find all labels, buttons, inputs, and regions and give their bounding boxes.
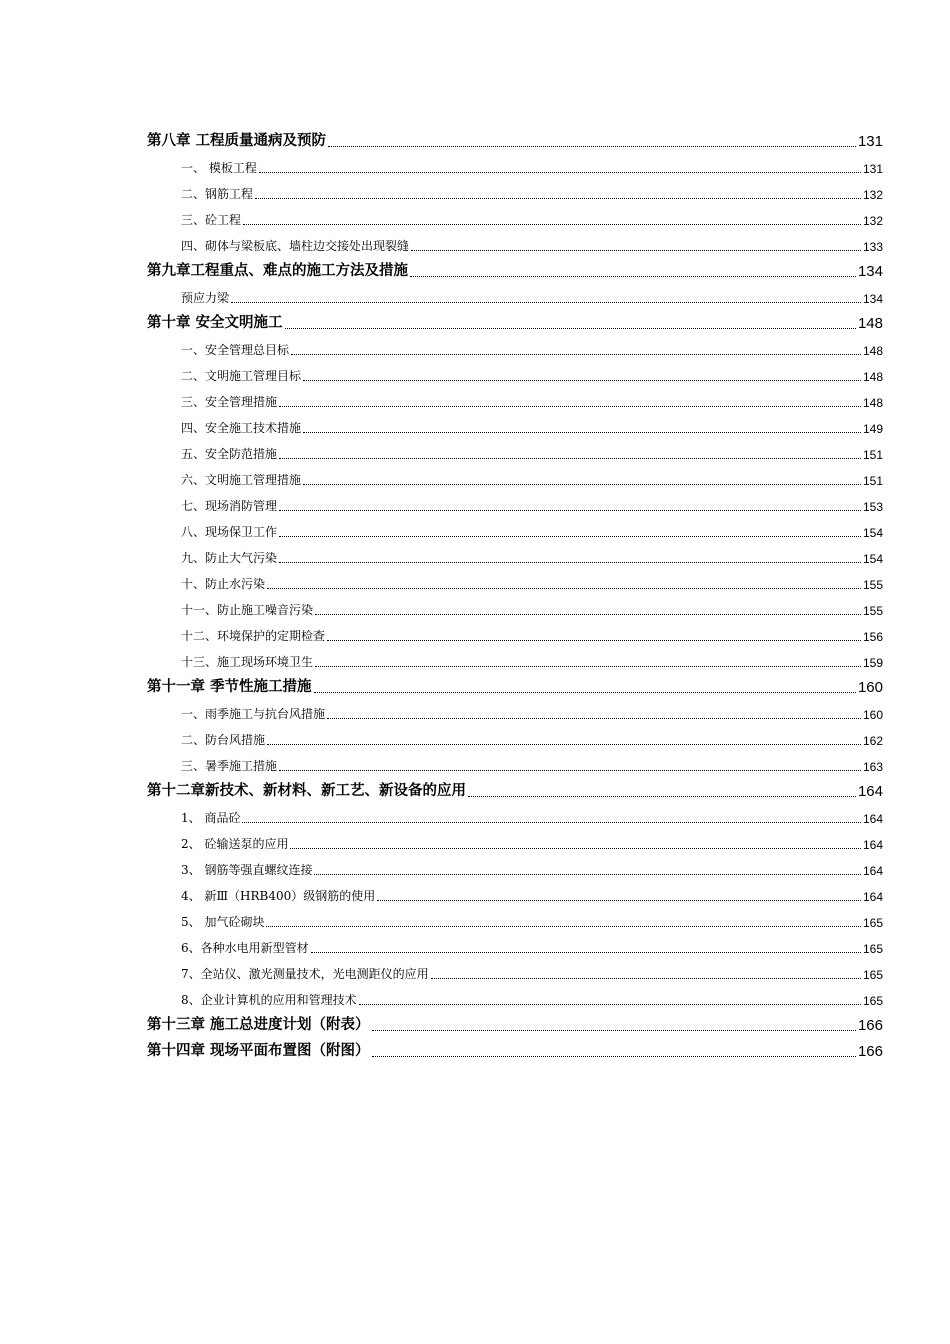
toc-page-number: 163 [862, 760, 883, 774]
toc-dot-leader [243, 224, 861, 225]
toc-page-number: 166 [857, 1043, 883, 1060]
toc-entry-title: 3、 钢筋等强直螺纹连接 [181, 863, 313, 877]
toc-page-number: 160 [857, 679, 883, 696]
toc-section-entry[interactable] [147, 959, 883, 985]
toc-entry-title: 5、 加气砼砌块 [181, 915, 265, 929]
toc-section-entry[interactable] [147, 881, 883, 907]
toc-entry-title: 十、防止水污染 [181, 577, 266, 591]
toc-section-entry[interactable] [147, 387, 883, 413]
toc-dot-leader [468, 796, 856, 797]
toc-dot-leader [267, 588, 861, 589]
toc-section-entry[interactable] [147, 621, 883, 647]
toc-chapter-entry[interactable] [147, 673, 883, 699]
toc-page-number: 164 [862, 890, 883, 904]
toc-section-entry[interactable] [147, 413, 883, 439]
toc-page-number: 160 [862, 708, 883, 722]
toc-page-number: 154 [862, 552, 883, 566]
toc-section-entry[interactable] [147, 283, 883, 309]
toc-page-number: 159 [862, 656, 883, 670]
toc-section-entry[interactable] [147, 699, 883, 725]
toc-dot-leader [255, 198, 861, 199]
toc-dot-leader [290, 848, 861, 849]
toc-page-number: 148 [862, 344, 883, 358]
toc-page-number: 164 [857, 783, 883, 800]
toc-page-number: 132 [862, 188, 883, 202]
toc-entry-title: 二、钢筋工程 [181, 187, 254, 201]
toc-entry-title: 七、现场消防管理 [181, 499, 278, 513]
toc-page-number: 164 [862, 838, 883, 852]
toc-dot-leader [377, 900, 861, 901]
toc-page-number: 164 [862, 864, 883, 878]
toc-entry-title: 4、 新Ⅲ（HRB400）级钢筋的使用 [181, 889, 376, 903]
toc-page-number: 151 [862, 474, 883, 488]
toc-page-number: 165 [862, 968, 883, 982]
toc-chapter-entry[interactable] [147, 1011, 883, 1037]
toc-section-entry[interactable] [147, 933, 883, 959]
toc-section-entry[interactable] [147, 335, 883, 361]
toc-section-entry[interactable] [147, 595, 883, 621]
toc-chapter-entry[interactable] [147, 777, 883, 803]
toc-entry-title: 五、安全防范措施 [181, 447, 278, 461]
toc-section-entry[interactable] [147, 439, 883, 465]
toc-page-number: 162 [862, 734, 883, 748]
toc-dot-leader [372, 1030, 856, 1031]
toc-dot-leader [267, 744, 861, 745]
toc-chapter-entry[interactable] [147, 309, 883, 335]
toc-dot-leader [314, 692, 856, 693]
toc-dot-leader [279, 562, 861, 563]
toc-page-number: 151 [862, 448, 883, 462]
toc-dot-leader [411, 250, 861, 251]
toc-page-number: 165 [862, 994, 883, 1008]
table-of-contents [147, 127, 883, 1063]
toc-section-entry[interactable] [147, 985, 883, 1011]
toc-entry-title: 四、安全施工技术措施 [181, 421, 302, 435]
toc-section-entry[interactable] [147, 153, 883, 179]
toc-chapter-entry[interactable] [147, 127, 883, 153]
toc-entry-title: 三、安全管理措施 [181, 395, 278, 409]
toc-section-entry[interactable] [147, 725, 883, 751]
toc-entry-title: 一、安全管理总目标 [181, 343, 290, 357]
toc-section-entry[interactable] [147, 231, 883, 257]
toc-section-entry[interactable] [147, 751, 883, 777]
toc-entry-title: 第十三章 施工总进度计划（附表） [147, 1017, 370, 1033]
toc-entry-title: 十二、环境保护的定期检查 [181, 629, 326, 643]
toc-entry-title: 2、 砼输送泵的应用 [181, 837, 289, 851]
toc-section-entry[interactable] [147, 569, 883, 595]
toc-entry-title: 十三、施工现场环境卫生 [181, 655, 314, 669]
toc-dot-leader [303, 484, 861, 485]
toc-page-number: 164 [862, 812, 883, 826]
toc-page-number: 131 [857, 133, 883, 150]
toc-page-number: 149 [862, 422, 883, 436]
toc-page-number: 153 [862, 500, 883, 514]
toc-section-entry[interactable] [147, 803, 883, 829]
toc-page-number: 165 [862, 942, 883, 956]
toc-entry-title: 一、雨季施工与抗台风措施 [181, 707, 326, 721]
toc-entry-title: 8、企业计算机的应用和管理技术 [181, 993, 357, 1007]
toc-dot-leader [359, 1004, 861, 1005]
toc-section-entry[interactable] [147, 855, 883, 881]
toc-dot-leader [303, 380, 861, 381]
toc-section-entry[interactable] [147, 543, 883, 569]
toc-section-entry[interactable] [147, 205, 883, 231]
toc-section-entry[interactable] [147, 517, 883, 543]
toc-dot-leader [311, 952, 861, 953]
toc-page-number: 156 [862, 630, 883, 644]
toc-entry-title: 第十章 安全文明施工 [147, 315, 283, 331]
toc-dot-leader [259, 172, 861, 173]
toc-dot-leader [279, 536, 861, 537]
toc-section-entry[interactable] [147, 829, 883, 855]
toc-entry-title: 九、防止大气污染 [181, 551, 278, 565]
toc-entry-title: 7、全站仪、激光测量技术，光电测距仪的应用 [181, 967, 429, 981]
toc-dot-leader [315, 666, 861, 667]
toc-page-number: 154 [862, 526, 883, 540]
toc-dot-leader [291, 354, 861, 355]
toc-entry-title: 预应力梁 [181, 291, 230, 305]
toc-entry-title: 第八章 工程质量通病及预防 [147, 133, 327, 149]
toc-section-entry[interactable] [147, 491, 883, 517]
toc-dot-leader [231, 302, 861, 303]
toc-entry-title: 第十四章 现场平面布置图（附图） [147, 1043, 370, 1059]
toc-entry-title: 第十一章 季节性施工措施 [147, 679, 312, 695]
toc-section-entry[interactable] [147, 179, 883, 205]
toc-section-entry[interactable] [147, 647, 883, 673]
toc-dot-leader [431, 978, 861, 979]
toc-page-number: 165 [862, 916, 883, 930]
toc-entry-title: 三、砼工程 [181, 213, 242, 227]
toc-entry-title: 六、文明施工管理措施 [181, 473, 302, 487]
toc-dot-leader [327, 718, 861, 719]
toc-page-number: 134 [862, 292, 883, 306]
toc-page-number: 166 [857, 1017, 883, 1034]
toc-page-number: 134 [857, 263, 883, 280]
toc-page-number: 155 [862, 604, 883, 618]
toc-entry-title: 二、文明施工管理目标 [181, 369, 302, 383]
toc-page-number: 148 [862, 370, 883, 384]
toc-dot-leader [372, 1056, 856, 1057]
toc-chapter-entry[interactable] [147, 1037, 883, 1063]
toc-dot-leader [327, 640, 861, 641]
toc-page-number: 131 [862, 162, 883, 176]
toc-dot-leader [242, 822, 861, 823]
toc-dot-leader [279, 510, 861, 511]
toc-entry-title: 一、 模板工程 [181, 161, 257, 175]
toc-page-number: 148 [862, 396, 883, 410]
toc-entry-title: 6、各种水电用新型管材 [181, 941, 309, 955]
toc-section-entry[interactable] [147, 907, 883, 933]
toc-entry-title: 1、 商品砼 [181, 811, 241, 825]
toc-page-number: 132 [862, 214, 883, 228]
toc-page-number: 148 [857, 315, 883, 332]
toc-page-number: 155 [862, 578, 883, 592]
toc-dot-leader [266, 926, 861, 927]
toc-entry-title: 三、暑季施工措施 [181, 759, 278, 773]
toc-dot-leader [328, 146, 856, 147]
toc-dot-leader [315, 614, 861, 615]
toc-dot-leader [303, 432, 861, 433]
toc-dot-leader [279, 770, 861, 771]
toc-section-entry[interactable] [147, 361, 883, 387]
toc-dot-leader [314, 874, 861, 875]
toc-chapter-entry[interactable] [147, 257, 883, 283]
toc-page-number: 133 [862, 240, 883, 254]
toc-dot-leader [279, 458, 861, 459]
toc-section-entry[interactable] [147, 465, 883, 491]
toc-entry-title: 第十二章新技术、新材料、新工艺、新设备的应用 [147, 783, 466, 799]
toc-entry-title: 二、防台风措施 [181, 733, 266, 747]
toc-dot-leader [410, 276, 856, 277]
toc-dot-leader [285, 328, 856, 329]
toc-entry-title: 四、砌体与梁板底、墙柱边交接处出现裂缝 [181, 239, 410, 253]
toc-entry-title: 八、现场保卫工作 [181, 525, 278, 539]
toc-entry-title: 十一、防止施工噪音污染 [181, 603, 314, 617]
toc-entry-title: 第九章工程重点、难点的施工方法及措施 [147, 263, 408, 279]
toc-dot-leader [279, 406, 861, 407]
